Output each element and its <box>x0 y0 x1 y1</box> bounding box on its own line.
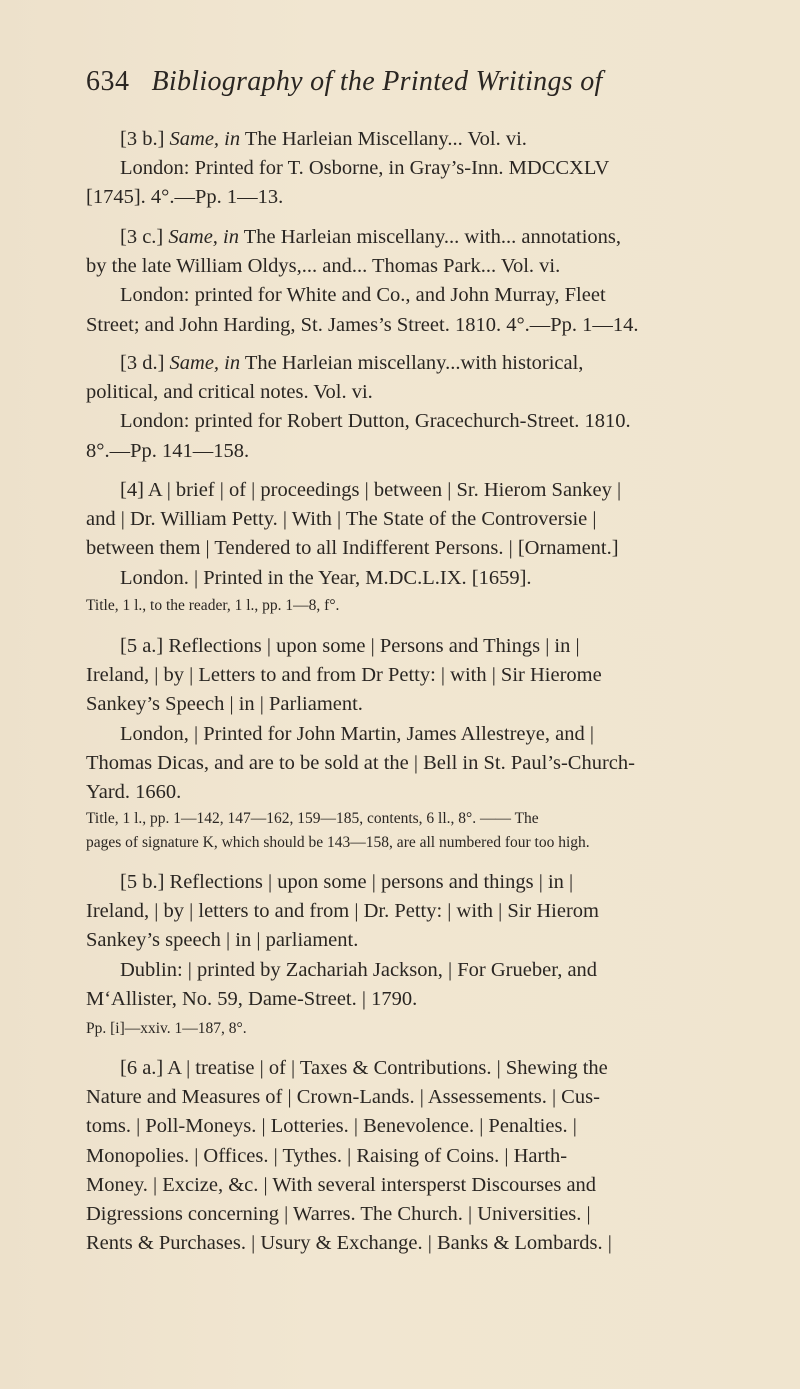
same-label: Same, in <box>169 352 241 374</box>
entry-label: [5 b.] <box>120 871 165 893</box>
entry-4-note: Title, 1 l., to the reader, 1 l., pp. 1—8, f°. <box>86 597 340 614</box>
entry-3d: [3 d.] Same, in The Harleian miscellany...with historical, political, and critical notes. Vol. vi. London: printed for Robert Dutton, Gracechurch-Street. 1810. 8°.—Pp. 141—158. <box>86 352 631 462</box>
same-label: Same, in <box>168 226 239 248</box>
entry-label: [3 b.] <box>120 128 165 150</box>
entry-label: [4] <box>120 479 144 501</box>
entry-5b-note: Pp. [i]—xxiv. 1—187, 8°. <box>86 1020 247 1037</box>
entry-3b: [3 b.] Same, in The Harleian Miscellany... Vol. vi. London: Printed for T. Osborne, in Gray’s-Inn. MDCCXLV [1745]. 4°.—Pp. 1—13. <box>86 128 610 209</box>
entry-5a-note: Title, 1 l., pp. 1—142, 147—162, 159—185, contents, 6 ll., 8°. —— The pages of signature K, which should be 143—158, are all numbered four too high. <box>86 810 590 851</box>
running-header <box>86 66 726 98</box>
entry-label: [5 a.] <box>120 635 164 657</box>
entry-5b: [5 b.] Reflections | upon some | persons and things | in | Ireland, | by | letters to and from | Dr. Petty: | with | Sir Hierom Sankey’s speech | in | parliament. Dublin: | printed by Zachariah Jackson, | For Grueber, and M‘Allister, No. 59, Dame-Street. | 1790. <box>86 871 600 1010</box>
entry-3c: [3 c.] Same, in The Harleian miscellany... with... annotations, by the late William Oldys,... and... Thomas Park... Vol. vi. London: printed for White and Co., and John Murray, Fleet Street; and John Harding, St. James’s Street. 1810. 4°.—Pp. 1—14. <box>86 226 639 336</box>
entry-5a: [5 a.] Reflections | upon some | Persons and Things | in | Ireland, | by | Letters to and from Dr Petty: | with | Sir Hierome Sankey’s Speech | in | Parliament. London, | Printed for John Martin, James Allestreye, and | Thomas Dicas, and are to be sold at the | Bell in St. Paul’s-Church- Yard. 1660. <box>86 635 635 804</box>
entry-4: [4] A | brief | of | proceedings | between | Sr. Hierom Sankey | and | Dr. William Petty. | With | The State of the Controversie | between them | Tendered to all Indifferent Persons. | [Ornament.] London. | Printed in the Year, M.DC.L.IX. [1659]. <box>86 479 622 589</box>
entry-6a: [6 a.] A | treatise | of | Taxes & Contributions. | Shewing the Nature and Measures of | Crown-Lands. | Assessements. | Cus- toms. | Poll-Moneys. | Lotteries. | Benevolence. | Penalties. | Monopolies. | Offices. | Tythes. | Raising of Coins. | Harth- Money. | Excize, &c. | With several intersperst Discourses and Digressions concerning | Warres. The Church. | Universities. | Rents & Purchases. | Usury & Exchange. | Banks & Lombards. | <box>86 1057 612 1255</box>
entry-label: [3 d.] <box>120 352 165 374</box>
entry-label: [3 c.] <box>120 226 164 248</box>
entry-label: [6 a.] <box>120 1057 164 1079</box>
running-title: Bibliography of the Printed Writings of <box>151 66 603 97</box>
same-label: Same, in <box>169 128 241 150</box>
page-number: 634 <box>86 66 130 97</box>
